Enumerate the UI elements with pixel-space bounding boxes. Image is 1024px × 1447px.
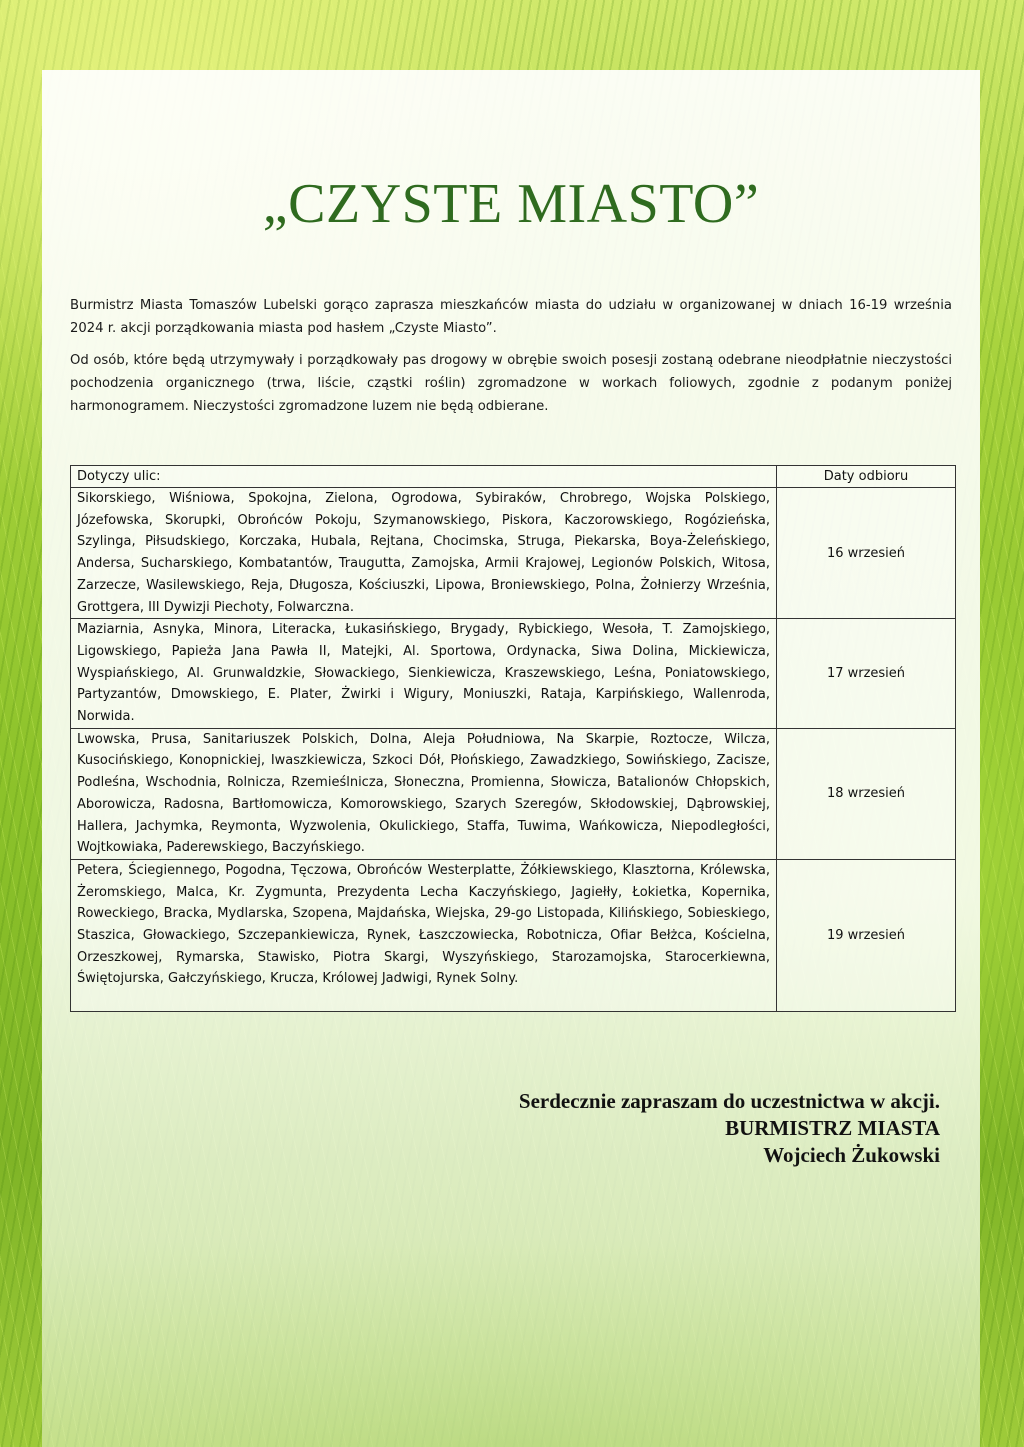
- streets-cell: Sikorskiego, Wiśniowa, Spokojna, Zielona, Ogrodowa, Sybiraków, Chrobrego, Wojska Polskiego, Józefowska, Skorupki, Obrońców Pokoju, Szymanowskiego, Piskora, Kaczorowskiego, Rogózieńska, Szylinga, Piłsudskiego, Korczaka, Hubala, Rejtana, Chocimska, Struga, Piekarska, Boya-Żeleńskiego, Andersa, Sucharskiego, Kombatantów, Traugutta, Zamojska, Armii Krajowej, Legionów Polskich, Witosa, Zarzecze, Wasilewskiego, Reja, Długosza, Kościuszki, Lipowa, Broniewskiego, Polna, Żołnierzy Września, Grottgera, III Dywizji Piechoty, Folwarczna.: [71, 488, 777, 619]
- intro-paragraph-2: Od osób, które będą utrzymywały i porządkowały pas drogowy w obrębie swoich posesji zostaną odebrane nieodpłatnie nieczystości pochodzenia organicznego (trwa, liście, cząstki roślin) zgromadzone w workach foliowych, zgodnie z podanym poniżej harmonogramem. Nieczystości zgromadzone luzem nie będą odbierane.: [70, 353, 952, 414]
- table-row: [71, 728, 956, 859]
- header-dates: Daty odbioru: [777, 466, 956, 488]
- intro-paragraph-1: Burmistrz Miasta Tomaszów Lubelski gorąco zaprasza mieszkańców miasta do udziału w organizowanej w dniach 16-19 września 2024 r. akcji porządkowania miasta pod hasłem „Czyste Miasto”.: [70, 298, 952, 336]
- streets-cell: Lwowska, Prusa, Sanitariuszek Polskich, Dolna, Aleja Południowa, Na Skarpie, Roztocze, Wilcza, Kusocińskiego, Konopnickiej, Iwaszkiewicza, Szkoci Dół, Płońskiego, Zawadzkiego, Sowińskiego, Zacisze, Podleśna, Wschodnia, Rolnicza, Rzemieślnicza, Słoneczna, Promienna, Słowicza, Batalionów Chłopskich, Aborowicza, Radosna, Bartłomowicza, Komorowskiego, Szarych Szeregów, Skłodowskiej, Dąbrowskiej, Hallera, Jachymka, Reymonta, Wyzwolenia, Okulickiego, Staffa, Tuwima, Wańkowicza, Niepodległości, Wojtkowiaka, Paderewskiego, Baczyńskiego.: [71, 728, 777, 859]
- table-row: [71, 859, 956, 1011]
- date-cell: 16 wrzesień: [777, 488, 956, 619]
- date-cell: 18 wrzesień: [777, 728, 956, 859]
- date-cell: 17 wrzesień: [777, 619, 956, 729]
- header-streets: Dotyczy ulic:: [71, 466, 777, 488]
- table-row: [71, 488, 956, 619]
- intro-text: [70, 294, 952, 427]
- closing-invitation: Serdecznie zapraszam do uczestnictwa w akcji.: [518, 1089, 940, 1113]
- table-row: [71, 619, 956, 729]
- table-header-row: [71, 466, 956, 488]
- signatory-name: Wojciech Żukowski: [763, 1143, 940, 1167]
- streets-cell: Maziarnia, Asnyka, Minora, Literacka, Łukasińskiego, Brygady, Rybickiego, Wesoła, T. Zamojskiego, Ligowskiego, Papieża Jana Pawła II, Matejki, Al. Sportowa, Ordynacka, Siwa Dolina, Mickiewicza, Wyspiańskiego, Al. Grunwaldzkie, Słowackiego, Sienkiewicza, Kraszewskiego, Leśna, Poniatowskiego, Partyzantów, Dmowskiego, E. Plater, Żwirki i Wigury, Moniuszki, Rataja, Karpińskiego, Wallenroda, Norwida.: [71, 619, 777, 729]
- signatory-role: BURMISTRZ MIASTA: [725, 1116, 940, 1140]
- date-cell: 19 wrzesień: [777, 859, 956, 1011]
- signature-block: [400, 1088, 940, 1169]
- page-title: „CZYSTE MIASTO”: [262, 173, 760, 235]
- streets-cell: Petera, Ściegiennego, Pogodna, Tęczowa, Obrońców Westerplatte, Żółkiewskiego, Klasztorna, Królewska, Żeromskiego, Malca, Kr. Zygmunta, Prezydenta Lecha Kaczyńskiego, Jagiełły, Łokietka, Kopernika, Roweckiego, Bracka, Mydlarska, Szopena, Majdańska, Wiejska, 29-go Listopada, Kilińskiego, Sobieskiego, Staszica, Głowackiego, Szczepankiewicza, Rynek, Łaszczowiecka, Robotnicza, Ofiar Bełżca, Kościelna, Orzeszkowej, Rymarska, Stawisko, Piotra Skargi, Wyszyńskiego, Starozamojska, Starocerkiewna, Świętojurska, Gałczyńskiego, Krucza, Królowej Jadwigi, Rynek Solny.: [71, 859, 777, 1011]
- collection-schedule-table: [70, 465, 956, 1012]
